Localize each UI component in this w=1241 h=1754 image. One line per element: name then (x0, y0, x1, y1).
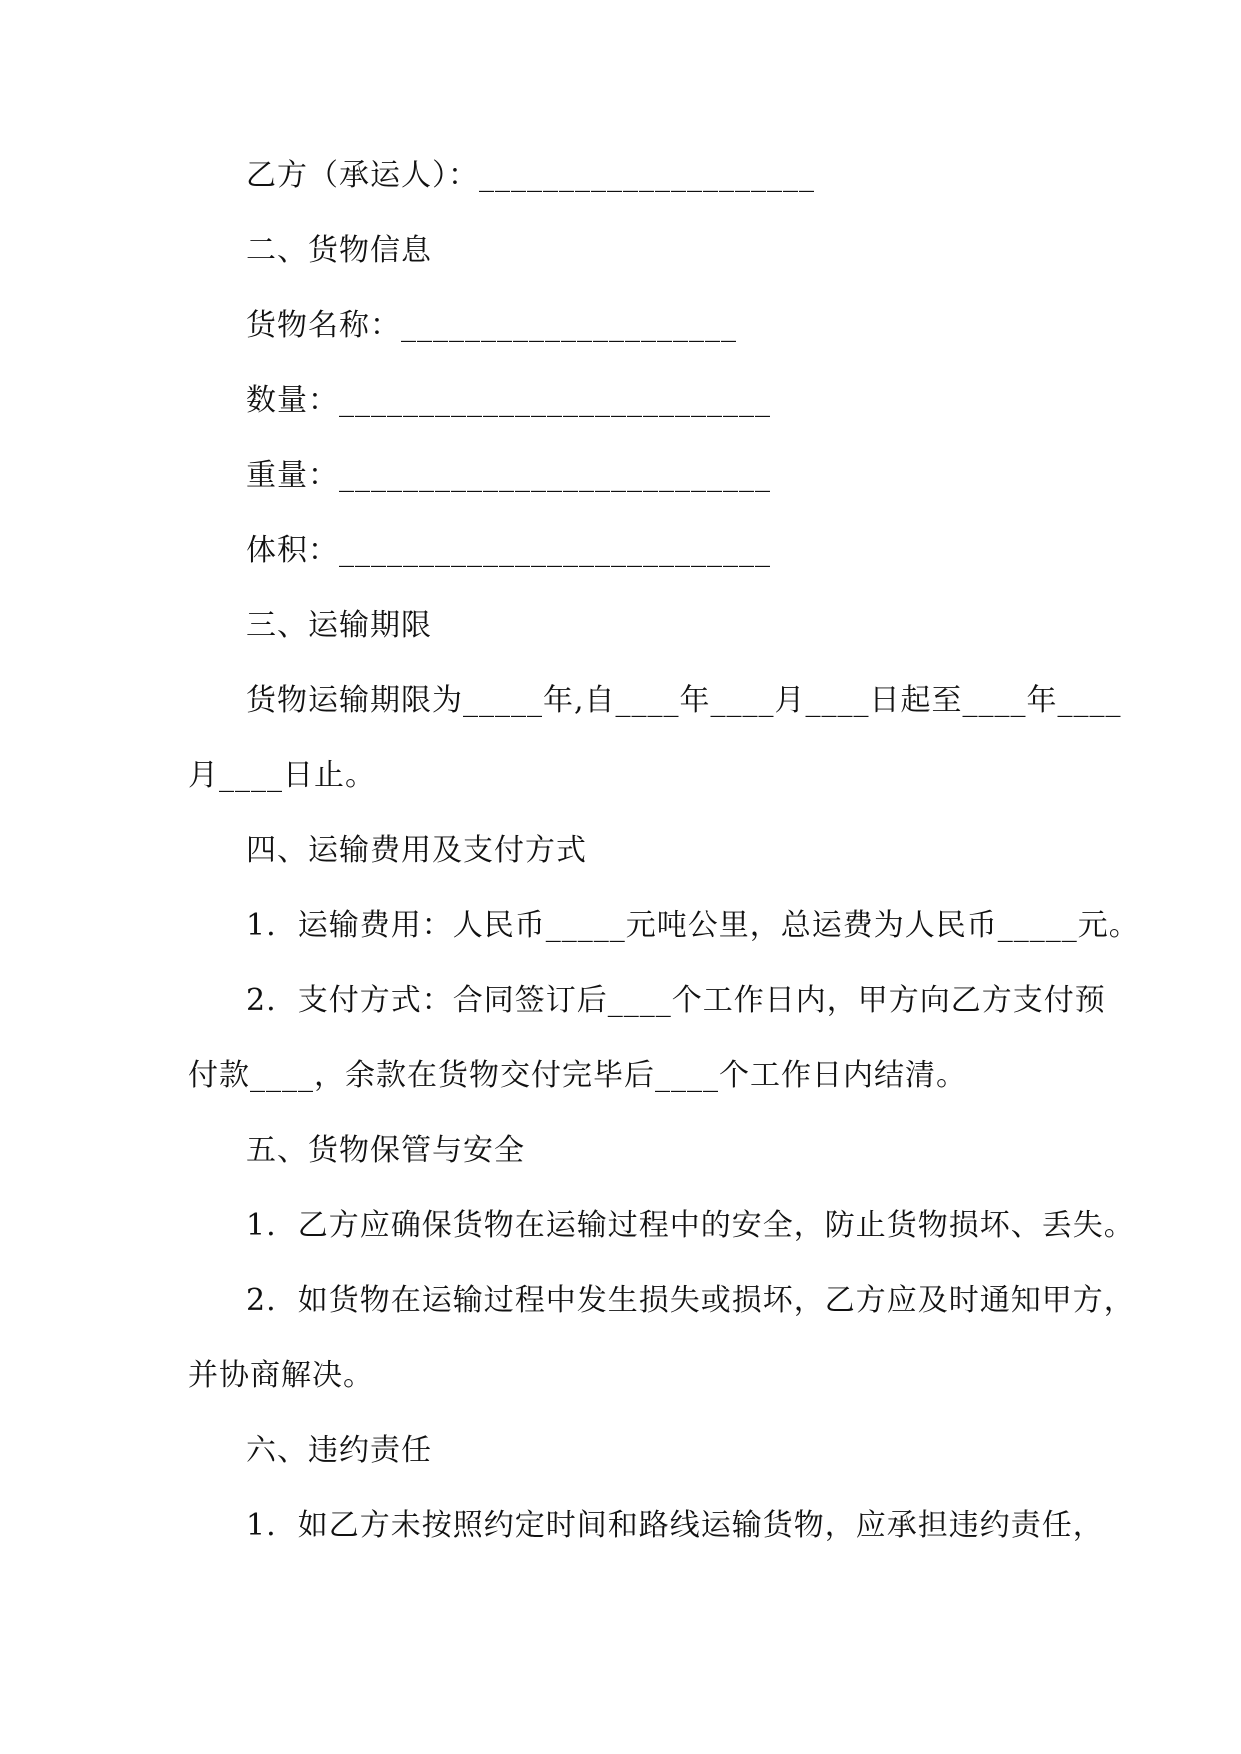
cargo-name-field: 货物名称：_____________________ (246, 308, 737, 343)
section-heading-liability: 六、违约责任 (246, 1433, 432, 1468)
safety-clause-1: 1. 乙方应确保货物在运输过程中的安全，防止货物损坏、丢失。 (246, 1208, 1135, 1243)
weight-field: 重量：___________________________ (246, 458, 771, 493)
fee-clause-1: 1. 运输费用：人民币_____元吨公里，总运费为人民币_____元。 (246, 908, 1140, 943)
transport-period-paragraph-line-1: 货物运输期限为_____年,自____年____月____日起至____年____ (246, 683, 1122, 718)
quantity-field: 数量：___________________________ (246, 383, 771, 418)
liability-clause-1: 1. 如乙方未按照约定时间和路线运输货物，应承担违约责任， (246, 1508, 1104, 1543)
section-heading-transport-period: 三、运输期限 (246, 608, 432, 643)
payment-clause-2-line-1: 2. 支付方式：合同签订后____个工作日内，甲方向乙方支付预 (246, 983, 1106, 1018)
safety-clause-2-line-1: 2. 如货物在运输过程中发生损失或损坏，乙方应及时通知甲方， (246, 1283, 1135, 1318)
transport-period-paragraph-line-2: 月____日止。 (188, 758, 376, 793)
section-heading-fees-payment: 四、运输费用及支付方式 (246, 833, 587, 868)
carrier-party-field: 乙方（承运人）：_____________________ (246, 158, 815, 193)
section-heading-cargo-info: 二、货物信息 (246, 233, 432, 268)
volume-field: 体积：___________________________ (246, 533, 771, 568)
payment-clause-2-line-2: 付款____，余款在货物交付完毕后____个工作日内结清。 (188, 1058, 967, 1093)
section-heading-custody-safety: 五、货物保管与安全 (246, 1133, 525, 1168)
safety-clause-2-line-2: 并协商解决。 (188, 1358, 374, 1393)
